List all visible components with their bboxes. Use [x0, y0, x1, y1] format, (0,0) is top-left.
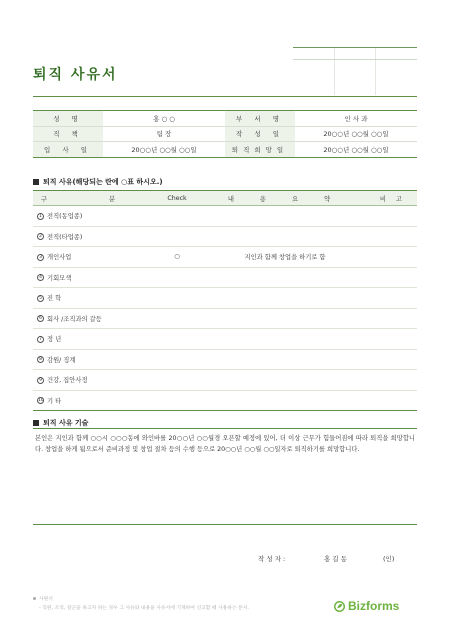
header-category: 구 분	[33, 191, 153, 206]
reason-item	[33, 267, 153, 288]
header-note: 비 고	[369, 191, 417, 206]
reason-content	[201, 288, 369, 309]
circled-number: 9	[37, 377, 44, 384]
reason-check[interactable]	[153, 288, 201, 309]
circled-number: 1	[37, 213, 44, 220]
reason-item	[33, 370, 153, 391]
reason-item	[33, 390, 153, 411]
reason-label: 진 학	[47, 295, 62, 303]
reason-item	[33, 226, 153, 247]
description-top-rule	[33, 428, 417, 429]
reason-label: 회사 /조직과의 갈등	[47, 315, 102, 323]
circled-number: 10	[38, 398, 44, 404]
reason-item	[33, 329, 153, 350]
reason-note	[369, 226, 417, 247]
bullet-icon	[33, 597, 36, 600]
signature-name: 홍 길 동	[324, 555, 347, 563]
reason-item	[33, 349, 153, 370]
reason-content: 지인과 함께 창업을 하기로 함	[201, 247, 369, 268]
info-row	[33, 111, 417, 127]
info-row	[33, 126, 417, 142]
reason-check[interactable]	[153, 329, 201, 350]
info-value: 인 사 과	[295, 111, 417, 127]
header-content: 내 용 요 약	[201, 191, 369, 206]
reason-check[interactable]: ○	[153, 247, 201, 268]
square-bullet-icon	[33, 420, 39, 426]
reason-note	[369, 247, 417, 268]
reason-content	[201, 349, 369, 370]
info-value: 팀 장	[103, 126, 225, 142]
title-divider	[33, 96, 417, 97]
square-bullet-icon	[33, 179, 39, 185]
reason-note	[369, 370, 417, 391]
footer-note: 사원서 - 직원, 조직, 갈근을 하고자 하는 경우 그 사유와 내용을 사유서에 기재하여 신고할 때 사용하는 문서.	[33, 595, 303, 613]
employee-info-table	[33, 110, 417, 158]
info-value: 20○○년 ○○월 ○○일	[103, 142, 225, 158]
reason-content	[201, 370, 369, 391]
reason-label: 감원/ 징계	[47, 356, 76, 364]
circled-number: 8	[37, 356, 44, 363]
reason-item	[33, 247, 153, 268]
reason-table-header	[33, 191, 417, 206]
reason-content	[201, 206, 369, 227]
signature-label: 작 성 자 :	[258, 555, 286, 563]
reason-label: 전직(타업종)	[47, 233, 83, 241]
bizforms-logo: Bizforms	[334, 599, 399, 613]
circled-number: 5	[37, 295, 44, 302]
reason-content	[201, 226, 369, 247]
description-text: 본인은 지인과 함께 ○○시 ○○○동에 와인바를 20○○년 ○○월경 오픈할 예정에 있어, 더 이상 근무가 힘들어짐에 따라 퇴직을 희망합니다. 창업을 하게 됨으로서 준비과정 및 창업 절차 등의 수행 등으로 20○○년 ○○월 ○○일자로 퇴직하기를 희망합니다.	[35, 435, 415, 453]
reason-item	[33, 206, 153, 227]
circled-number: 7	[37, 336, 44, 343]
reason-check[interactable]	[153, 390, 201, 411]
reason-row	[33, 349, 417, 370]
reason-note	[369, 308, 417, 329]
reason-check[interactable]	[153, 226, 201, 247]
section-heading-reason: 퇴직 사유(해당되는 란에 ○표 하시오.)	[33, 177, 163, 187]
info-label: 작 성 일	[225, 126, 295, 142]
reason-content	[201, 390, 369, 411]
reason-note	[369, 267, 417, 288]
info-value: 20○○년 ○○월 ○○일	[295, 126, 417, 142]
reason-row	[33, 226, 417, 247]
reason-check[interactable]	[153, 308, 201, 329]
reason-label: 기회모색	[47, 274, 72, 282]
reason-label: 전직(동업종)	[47, 213, 83, 221]
circled-number: 4	[37, 274, 44, 281]
circled-number: 2	[37, 233, 44, 240]
info-label: 퇴직희망일	[225, 142, 295, 158]
circled-number: 3	[37, 254, 44, 261]
circled-number: 6	[37, 315, 44, 322]
reason-check[interactable]	[153, 267, 201, 288]
approval-box	[293, 47, 417, 95]
section-heading-description: 퇴직 사유 기술	[33, 418, 88, 428]
reason-label: 기 타	[47, 397, 62, 405]
reason-label: 개인사업	[47, 254, 72, 262]
reason-check[interactable]	[153, 370, 201, 391]
reason-note	[369, 206, 417, 227]
reason-row	[33, 288, 417, 309]
info-label: 부 서 명	[225, 111, 295, 127]
signature-seal: (인)	[383, 555, 395, 563]
reason-row	[33, 370, 417, 391]
reason-check[interactable]	[153, 349, 201, 370]
reason-content	[201, 308, 369, 329]
reason-row	[33, 329, 417, 350]
info-label: 직 책	[33, 126, 103, 142]
reason-content	[201, 267, 369, 288]
reason-row	[33, 267, 417, 288]
info-value: 홍 ○ ○	[103, 111, 225, 127]
reason-note	[369, 329, 417, 350]
info-row	[33, 142, 417, 158]
reason-row	[33, 247, 417, 268]
reason-item	[33, 308, 153, 329]
bizforms-leaf-icon	[334, 601, 345, 612]
reason-table	[33, 190, 417, 411]
reason-note	[369, 390, 417, 411]
reason-content	[201, 329, 369, 350]
info-label: 성 명	[33, 111, 103, 127]
reason-row	[33, 390, 417, 411]
reason-check[interactable]	[153, 206, 201, 227]
reason-row	[33, 206, 417, 227]
reason-row	[33, 308, 417, 329]
description-bottom-rule	[33, 524, 417, 525]
reason-note	[369, 288, 417, 309]
reason-label: 정 년	[47, 336, 62, 344]
page-title: 퇴직 사유서	[33, 67, 118, 83]
reason-note	[369, 349, 417, 370]
header-check: Check	[153, 191, 201, 206]
info-label: 입 사 일	[33, 142, 103, 158]
info-value: 20○○년 ○○월 ○○일	[295, 142, 417, 158]
reason-item	[33, 288, 153, 309]
reason-label: 건강, 집안사정	[47, 377, 88, 385]
